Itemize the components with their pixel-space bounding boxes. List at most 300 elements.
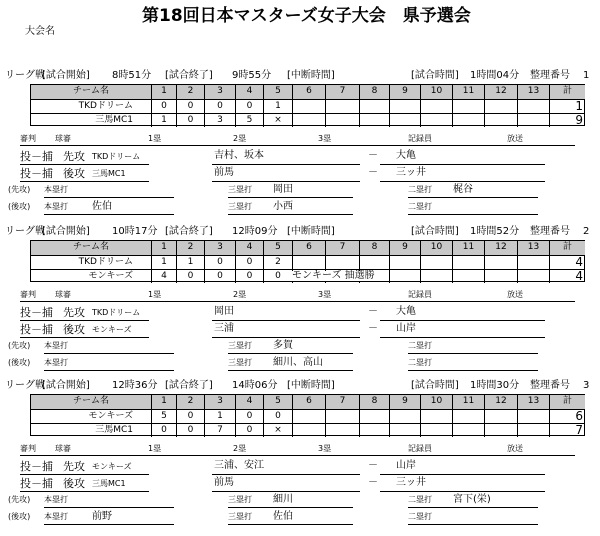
- inning-score: [452, 270, 484, 283]
- inning-header: 12: [484, 85, 517, 99]
- table-header-row: [31, 85, 584, 99]
- inning-score: [325, 424, 359, 437]
- inning-header: 4: [235, 85, 263, 99]
- suspend-label: [中断時間]: [287, 380, 335, 391]
- inning-score: 0: [176, 114, 204, 127]
- team-name: モンキーズ: [88, 271, 133, 281]
- inning-score: 4: [151, 270, 176, 283]
- end-label: [試合終了]: [165, 380, 213, 391]
- inning-score: [359, 424, 389, 437]
- inning-score: [484, 410, 517, 423]
- triple-underline: [228, 370, 353, 371]
- inning-score: [325, 256, 359, 269]
- second-team-name: モンキーズ: [92, 325, 132, 334]
- total-score: 9: [549, 114, 585, 127]
- end-label: [試合終了]: [165, 70, 213, 81]
- triple-label: 三塁打: [228, 341, 252, 350]
- inning-header: 8: [359, 241, 389, 255]
- first-label: 先攻: [63, 150, 85, 163]
- inning-score: [452, 410, 484, 423]
- team-col-header: チーム名: [31, 241, 151, 255]
- triple-label: 三塁打: [228, 495, 252, 504]
- inning-header: 11: [452, 241, 484, 255]
- second-homerun: 前野: [92, 511, 112, 522]
- pitcher-underline: [212, 181, 360, 182]
- staff-underline: [20, 301, 575, 302]
- inning-score: [292, 410, 325, 423]
- inning-score: [389, 100, 420, 113]
- inning-score: [420, 256, 452, 269]
- game-note: モンキーズ 抽選勝: [289, 271, 378, 281]
- double-label: 二塁打: [408, 512, 432, 521]
- first-triple: 多賀: [273, 340, 293, 351]
- battery-label: 投－捕: [20, 306, 53, 319]
- double-underline: [408, 353, 538, 354]
- inning-header: 6: [292, 395, 325, 409]
- pitcher-underline: [212, 474, 360, 475]
- first-hr-side: (先攻): [8, 495, 31, 504]
- inning-score: [359, 100, 389, 113]
- double-label: 二塁打: [408, 495, 432, 504]
- start-label: [試合開始]: [42, 380, 90, 391]
- inning-score: [389, 256, 420, 269]
- battery-underline: [20, 491, 149, 492]
- game-section: [0, 70, 600, 220]
- table-header-row: [31, 241, 584, 255]
- inning-header: 8: [359, 85, 389, 99]
- inning-header: 9: [389, 85, 420, 99]
- inning-score: 0: [235, 256, 263, 269]
- first-label: 先攻: [63, 460, 85, 473]
- inning-score: 0: [235, 424, 263, 437]
- umpire-label: 審判: [20, 134, 36, 143]
- duration-label: [試合時間]: [411, 380, 459, 391]
- inning-score: 5: [151, 410, 176, 423]
- inning-score: [389, 410, 420, 423]
- inning-score: [389, 424, 420, 437]
- base2-label: 2塁: [233, 290, 247, 299]
- second-catcher: 三ッ井: [396, 477, 426, 488]
- league-label: リーグ戦: [5, 380, 45, 391]
- pitcher-underline: [212, 164, 360, 165]
- battery-label: 投－捕: [20, 477, 53, 490]
- pitcher-underline: [212, 491, 360, 492]
- umpire-label: 審判: [20, 290, 36, 299]
- suspend-label: [中断時間]: [287, 226, 335, 237]
- table-header-row: [31, 395, 584, 409]
- battery-dash: －: [368, 477, 378, 488]
- inning-score: 3: [204, 114, 235, 127]
- inning-score: [517, 100, 549, 113]
- triple-label: 三塁打: [228, 185, 252, 194]
- inning-header: 6: [292, 241, 325, 255]
- seq-label: 整理番号: [530, 70, 570, 81]
- seq-no: 2: [583, 226, 590, 237]
- double-underline: [408, 507, 538, 508]
- catcher-underline: [380, 320, 545, 321]
- inning-score: 1: [204, 410, 235, 423]
- second-pitchers: 前馬: [214, 477, 234, 488]
- first-team-name: TKDドリーム: [92, 308, 141, 317]
- start-label: [試合開始]: [42, 226, 90, 237]
- inning-header: 1: [151, 241, 176, 255]
- inning-header: 10: [420, 241, 452, 255]
- inning-score: 1: [151, 114, 176, 127]
- battery-label: 投－捕: [20, 167, 53, 180]
- team-col-header: チーム名: [31, 395, 151, 409]
- second-triple: 小西: [273, 201, 293, 212]
- inning-score: [517, 270, 549, 283]
- catcher-underline: [380, 474, 545, 475]
- team-row: [31, 255, 584, 269]
- inning-header: 12: [484, 241, 517, 255]
- inning-header: 1: [151, 85, 176, 99]
- inning-header: 13: [517, 241, 549, 255]
- inning-score: 0: [204, 100, 235, 113]
- total-score: 1: [549, 100, 585, 113]
- battery-underline: [20, 320, 149, 321]
- inning-score: [420, 100, 452, 113]
- duration-label: [試合時間]: [411, 70, 459, 81]
- inning-header: 1: [151, 395, 176, 409]
- game-section: [0, 380, 600, 530]
- start-label: [試合開始]: [42, 70, 90, 81]
- event-name-label: 大会名: [25, 26, 55, 37]
- score-table: [30, 84, 585, 126]
- inning-header: 7: [325, 85, 359, 99]
- second-pitchers: 三浦: [214, 323, 234, 334]
- inning-header: 7: [325, 395, 359, 409]
- first-hr-side: (先攻): [8, 341, 31, 350]
- inning-header: 5: [263, 395, 292, 409]
- second-label: 後攻: [63, 477, 85, 490]
- league-label: リーグ戦: [5, 226, 45, 237]
- inning-header: 13: [517, 85, 549, 99]
- catcher-underline: [380, 181, 545, 182]
- inning-score: [292, 256, 325, 269]
- inning-score: [359, 410, 389, 423]
- first-team-name: TKDドリーム: [92, 152, 141, 161]
- seq-label: 整理番号: [530, 226, 570, 237]
- inning-score: 0: [204, 256, 235, 269]
- second-hr-side: (後攻): [8, 358, 31, 367]
- double-label: 二塁打: [408, 185, 432, 194]
- hr-underline: [44, 524, 174, 525]
- inning-score: [389, 114, 420, 127]
- seq-label: 整理番号: [530, 380, 570, 391]
- end-time: 14時06分: [232, 380, 278, 391]
- duration-value: 1時間04分: [470, 70, 520, 81]
- hr-underline: [44, 370, 174, 371]
- inning-header: 2: [176, 241, 204, 255]
- seq-no: 1: [583, 70, 590, 81]
- inning-header: 4: [235, 395, 263, 409]
- total-score: 4: [549, 270, 585, 283]
- duration-value: 1時間30分: [470, 380, 520, 391]
- battery-label: 投－捕: [20, 323, 53, 336]
- scorer-label: 記録員: [408, 290, 432, 299]
- second-pitchers: 前馬: [214, 167, 234, 178]
- team-name: 三馬MC1: [95, 425, 133, 435]
- inning-score: [420, 114, 452, 127]
- first-label: 先攻: [63, 306, 85, 319]
- catcher-underline: [380, 491, 545, 492]
- triple-underline: [228, 214, 353, 215]
- base3-label: 3塁: [318, 290, 332, 299]
- first-pitchers: 三浦、安江: [214, 460, 264, 471]
- inning-score: [517, 424, 549, 437]
- team-row: [31, 423, 584, 437]
- battery-label: 投－捕: [20, 460, 53, 473]
- inning-score: 0: [235, 270, 263, 283]
- inning-score: 0: [151, 100, 176, 113]
- end-time: 12時09分: [232, 226, 278, 237]
- league-label: リーグ戦: [5, 70, 45, 81]
- inning-score: [484, 424, 517, 437]
- inning-score: 0: [176, 410, 204, 423]
- inning-score: [452, 424, 484, 437]
- inning-score: 5: [235, 114, 263, 127]
- inning-score: 1: [151, 256, 176, 269]
- homerun-label: 本塁打: [44, 495, 68, 504]
- broadcast-label: 放送: [507, 290, 523, 299]
- hr-underline: [44, 214, 174, 215]
- double-underline: [408, 197, 538, 198]
- inning-score: 2: [263, 256, 292, 269]
- inning-score: [484, 270, 517, 283]
- double-underline: [408, 370, 538, 371]
- inning-score: [389, 270, 420, 283]
- inning-score: [484, 256, 517, 269]
- score-table: [30, 394, 585, 436]
- inning-header: 11: [452, 85, 484, 99]
- first-double: 梶谷: [453, 184, 473, 195]
- total-header: 計: [549, 85, 585, 99]
- homerun-label: 本塁打: [44, 202, 68, 211]
- chief-umpire-label: 球審: [55, 134, 71, 143]
- hr-underline: [44, 353, 174, 354]
- first-pitchers: 岡田: [214, 306, 234, 317]
- second-label: 後攻: [63, 167, 85, 180]
- inning-score: [359, 114, 389, 127]
- second-homerun: 佐伯: [92, 201, 112, 212]
- inning-score: [420, 270, 452, 283]
- inning-score: [452, 256, 484, 269]
- total-score: 7: [549, 424, 585, 437]
- double-underline: [408, 214, 538, 215]
- battery-label: 投－捕: [20, 150, 53, 163]
- first-double: 宮下(栄): [453, 494, 491, 505]
- duration-value: 1時間52分: [470, 226, 520, 237]
- second-team-name: 三馬MC1: [92, 479, 126, 488]
- inning-header: 10: [420, 395, 452, 409]
- second-team-name: 三馬MC1: [92, 169, 126, 178]
- base1-label: 1塁: [148, 290, 162, 299]
- inning-score: [420, 424, 452, 437]
- inning-header: 13: [517, 395, 549, 409]
- scorer-label: 記録員: [408, 444, 432, 453]
- inning-header: 9: [389, 395, 420, 409]
- scorer-label: 記録員: [408, 134, 432, 143]
- double-underline: [408, 524, 538, 525]
- base3-label: 3塁: [318, 134, 332, 143]
- team-name: TKDドリーム: [78, 101, 133, 111]
- pitcher-underline: [212, 337, 360, 338]
- battery-underline: [20, 181, 149, 182]
- inning-header: 3: [204, 395, 235, 409]
- team-row: [31, 409, 584, 423]
- chief-umpire-label: 球審: [55, 444, 71, 453]
- second-hr-side: (後攻): [8, 202, 31, 211]
- inning-score: [325, 114, 359, 127]
- inning-score: [484, 100, 517, 113]
- inning-score: [452, 114, 484, 127]
- inning-header: 10: [420, 85, 452, 99]
- triple-underline: [228, 197, 353, 198]
- base3-label: 3塁: [318, 444, 332, 453]
- duration-label: [試合時間]: [411, 226, 459, 237]
- triple-underline: [228, 524, 353, 525]
- inning-score: [359, 256, 389, 269]
- game-section: [0, 226, 600, 376]
- inning-header: 9: [389, 241, 420, 255]
- inning-score: [484, 114, 517, 127]
- start-time: 8時51分: [112, 70, 152, 81]
- battery-dash: －: [368, 460, 378, 471]
- inning-score: [517, 114, 549, 127]
- team-name: 三馬MC1: [95, 115, 133, 125]
- first-hr-side: (先攻): [8, 185, 31, 194]
- end-label: [試合終了]: [165, 226, 213, 237]
- triple-label: 三塁打: [228, 202, 252, 211]
- inning-score: 0: [176, 424, 204, 437]
- second-catcher: 三ッ井: [396, 167, 426, 178]
- start-time: 12時36分: [112, 380, 158, 391]
- first-catcher: 山岸: [396, 460, 416, 471]
- inning-score: 0: [176, 100, 204, 113]
- catcher-underline: [380, 164, 545, 165]
- inning-score: 1: [176, 256, 204, 269]
- double-label: 二塁打: [408, 358, 432, 367]
- inning-score: [517, 410, 549, 423]
- umpire-label: 審判: [20, 444, 36, 453]
- homerun-label: 本塁打: [44, 341, 68, 350]
- triple-underline: [228, 353, 353, 354]
- inning-score: [452, 100, 484, 113]
- inning-score: 7: [204, 424, 235, 437]
- page-title: 第18回日本マスターズ女子大会 県予選会: [142, 6, 471, 26]
- team-row: [31, 99, 584, 113]
- total-score: 6: [549, 410, 585, 423]
- base2-label: 2塁: [233, 134, 247, 143]
- inning-header: 5: [263, 85, 292, 99]
- broadcast-label: 放送: [507, 134, 523, 143]
- first-triple: 岡田: [273, 184, 293, 195]
- inning-header: 11: [452, 395, 484, 409]
- catcher-underline: [380, 337, 545, 338]
- first-catcher: 大亀: [396, 150, 416, 161]
- base1-label: 1塁: [148, 444, 162, 453]
- suspend-label: [中断時間]: [287, 70, 335, 81]
- inning-score: [325, 410, 359, 423]
- battery-underline: [20, 337, 149, 338]
- base2-label: 2塁: [233, 444, 247, 453]
- team-name: TKDドリーム: [78, 257, 133, 267]
- inning-score: [292, 100, 325, 113]
- inning-header: 8: [359, 395, 389, 409]
- triple-label: 三塁打: [228, 512, 252, 521]
- seq-no: 3: [583, 380, 590, 391]
- pitcher-underline: [212, 320, 360, 321]
- inning-score: 0: [263, 410, 292, 423]
- team-col-header: チーム名: [31, 85, 151, 99]
- inning-score: [292, 424, 325, 437]
- inning-score: [325, 100, 359, 113]
- staff-underline: [20, 145, 575, 146]
- inning-score: ×: [263, 424, 292, 437]
- start-time: 10時17分: [112, 226, 158, 237]
- hr-underline: [44, 507, 174, 508]
- inning-header: 7: [325, 241, 359, 255]
- homerun-label: 本塁打: [44, 358, 68, 367]
- inning-score: 0: [204, 270, 235, 283]
- second-triple: 細川、高山: [273, 357, 323, 368]
- inning-score: 0: [235, 100, 263, 113]
- total-header: 計: [549, 395, 585, 409]
- battery-dash: －: [368, 323, 378, 334]
- team-name: モンキーズ: [88, 411, 133, 421]
- inning-header: 4: [235, 241, 263, 255]
- first-team-name: モンキーズ: [92, 462, 132, 471]
- base1-label: 1塁: [148, 134, 162, 143]
- inning-header: 6: [292, 85, 325, 99]
- battery-dash: －: [368, 167, 378, 178]
- total-score: 4: [549, 256, 585, 269]
- inning-header: 2: [176, 85, 204, 99]
- score-table: [30, 240, 585, 282]
- chief-umpire-label: 球審: [55, 290, 71, 299]
- inning-score: 1: [263, 100, 292, 113]
- first-pitchers: 吉村、坂本: [214, 150, 264, 161]
- second-hr-side: (後攻): [8, 512, 31, 521]
- inning-score: 0: [151, 424, 176, 437]
- inning-header: 12: [484, 395, 517, 409]
- double-label: 二塁打: [408, 202, 432, 211]
- inning-score: [420, 410, 452, 423]
- hr-underline: [44, 197, 174, 198]
- inning-score: [517, 256, 549, 269]
- inning-score: [292, 114, 325, 127]
- homerun-label: 本塁打: [44, 512, 68, 521]
- first-triple: 細川: [273, 494, 293, 505]
- triple-label: 三塁打: [228, 358, 252, 367]
- inning-header: 2: [176, 395, 204, 409]
- inning-header: 3: [204, 85, 235, 99]
- double-label: 二塁打: [408, 341, 432, 350]
- second-triple: 佐伯: [273, 511, 293, 522]
- team-row: [31, 269, 584, 283]
- inning-score: 0: [263, 270, 292, 283]
- second-label: 後攻: [63, 323, 85, 336]
- inning-score: 0: [235, 410, 263, 423]
- inning-header: 5: [263, 241, 292, 255]
- homerun-label: 本塁打: [44, 185, 68, 194]
- inning-score: 0: [176, 270, 204, 283]
- first-catcher: 大亀: [396, 306, 416, 317]
- battery-underline: [20, 474, 149, 475]
- team-row: [31, 113, 584, 127]
- staff-underline: [20, 455, 575, 456]
